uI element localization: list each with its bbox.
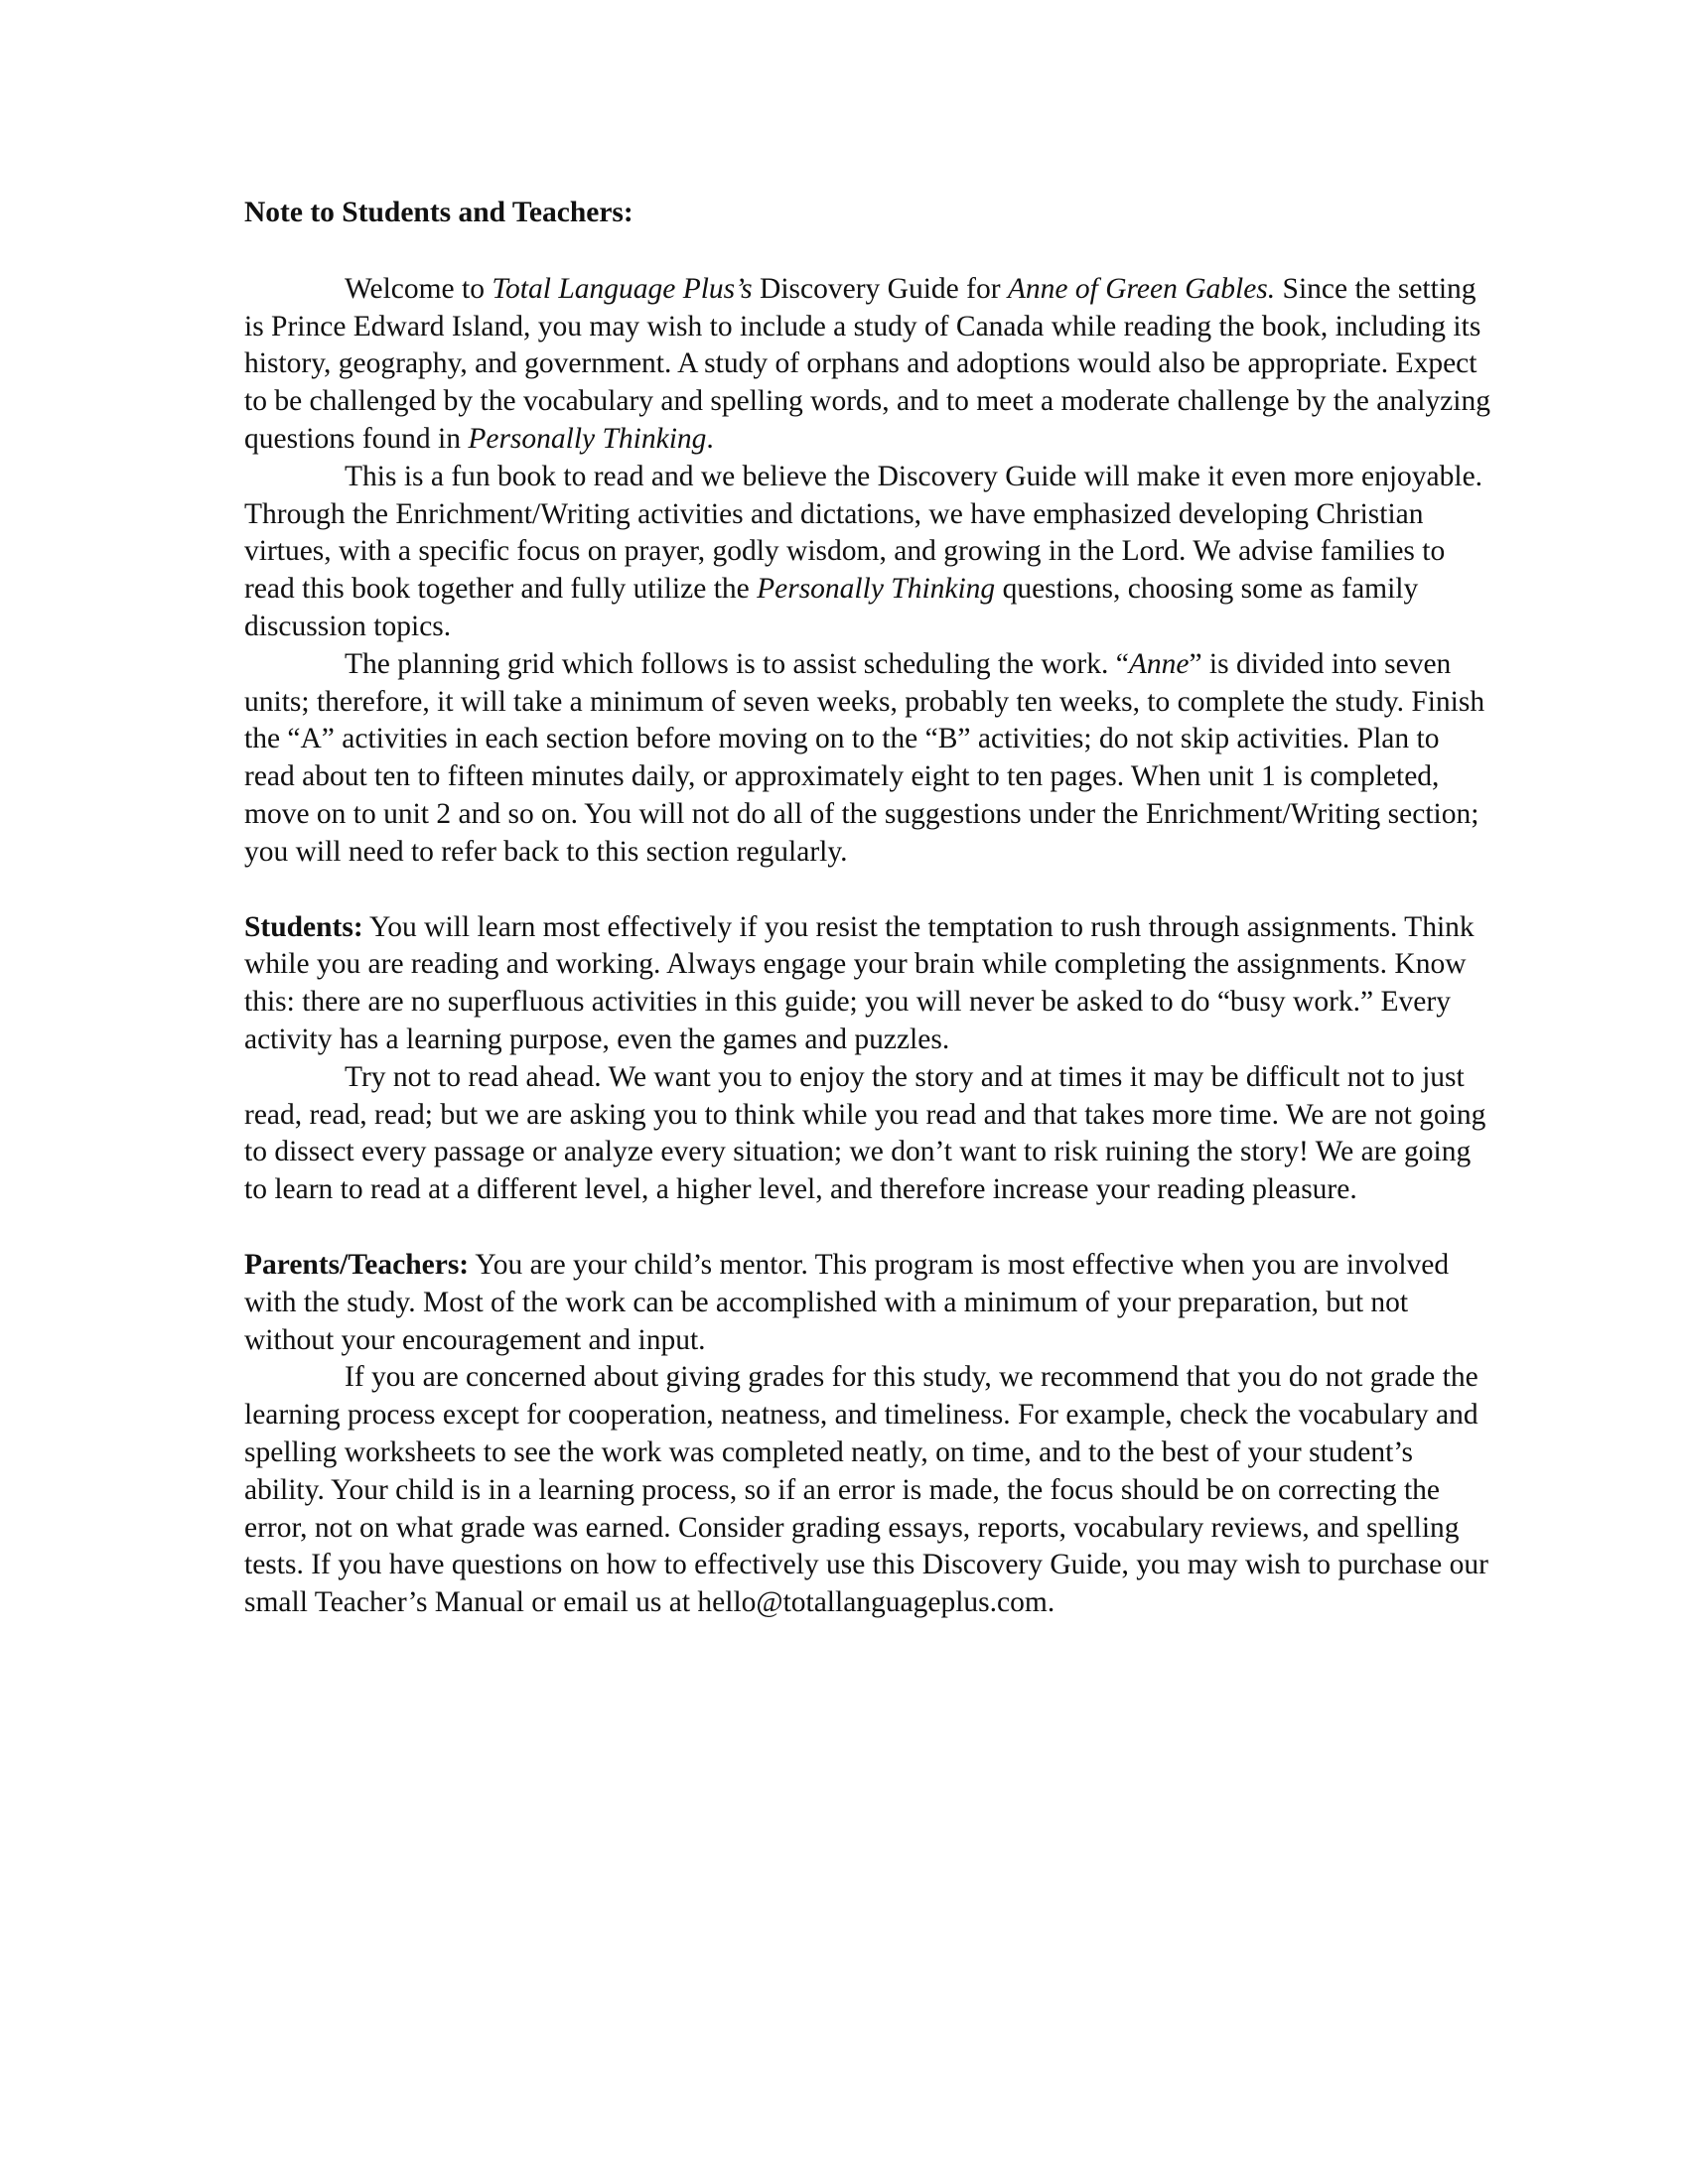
parents-text: You are your child’s mentor. This program is most effective when you are involved with the study. Most of the work can be accomplished with a minimum of your preparation, but not without your encouragement and input.	[244, 1248, 1450, 1356]
students-text: You will learn most effectively if you resist the temptation to rush through assignments. Think while you are reading and working. Always engage your brain while completing the assignments. Know this: there are no superfluous activities in this guide; you will never be asked to do “busy work.” Every activity has a learning purpose, even the games and puzzles.	[244, 910, 1475, 1055]
document-body	[244, 195, 1491, 1622]
students-label: Students:	[244, 910, 363, 943]
intro-text: The planning grid which follows is to assist scheduling the work. “	[345, 647, 1129, 680]
parents-paragraph-2: If you are concerned about giving grades for this study, we recommend that you do not grade the learning process except for cooperation, neatness, and timeliness. For example, check the vocabulary and spelling worksheets to see the work was completed neatly, on time, and to the best of your student’s ability. Your child is in a learning process, so if an error is made, the focus should be on correcting the error, not on what grade was earned. Consider grading essays, reports, vocabulary reviews, and spelling tests. If you have questions on how to effectively use this Discovery Guide, you may wish to purchase our small Teacher’s Manual or email us at hello@totallanguageplus.com.	[244, 1361, 1488, 1619]
section-title: Personally Thinking	[757, 573, 996, 606]
intro-text: Since the setting is Prince Edward Island, you may wish to include a study of Canada while reading the book, including its history, geography, and government. A study of orphans and adoptions would also be appropriate. Expect to be challenged by the vocabulary and spelling words, and to meet a moderate challenge by the analyzing questions found in	[244, 272, 1490, 455]
intro-text: Welcome to	[345, 272, 492, 305]
section-title: Personally Thinking	[468, 422, 707, 455]
students-paragraph-1	[244, 909, 1491, 1059]
book-short-title: Anne	[1128, 647, 1190, 680]
spacer	[244, 872, 1491, 909]
intro-text: This is a fun book to read and we believe the Discovery Guide will make it even more enjoyable. Through the Enrichment/Writing activities and dictations, we have emphasized developing Christian virtues, with a specific focus on prayer, godly wisdom, and growing in the Lord. We advise families to read this book together and fully utilize the	[244, 460, 1483, 606]
spacer	[244, 1209, 1491, 1247]
intro-paragraph-3	[244, 646, 1491, 872]
page-title: Note to Students and Teachers:	[244, 197, 633, 228]
intro-text: ” is divided into seven units; therefore, it will take a minimum of seven weeks, probably ten weeks, to complete the study. Finish the “A” activities in each section before moving on to the “B” activities; do not skip activities. Plan to read about ten to fifteen minutes daily, or approximately eight to ten pages. When unit 1 is completed, move on to unit 2 and so on. You will not do all of the suggestions under the Enrichment/Writing section; you will need to refer back to this section regularly.	[244, 647, 1485, 868]
book-title: Anne of Green Gables.	[1007, 272, 1276, 305]
intro-text: Discovery Guide for	[752, 272, 1008, 305]
intro-paragraph-1	[244, 271, 1491, 459]
parents-label: Parents/Teachers:	[244, 1248, 470, 1281]
intro-text: .	[706, 422, 714, 455]
intro-paragraph-2	[244, 459, 1491, 646]
program-title: Total Language Plus’s	[492, 272, 753, 305]
spacer	[244, 232, 1491, 271]
parents-paragraph-1	[244, 1247, 1491, 1359]
intro-text: questions, choosing some as family discussion topics.	[244, 573, 1419, 642]
students-paragraph-2: Try not to read ahead. We want you to enjoy the story and at times it may be difficult not to just read, read, read; but we are asking you to think while you read and that takes more time. We are not going to dissect every passage or analyze every situation; we don’t want to risk ruining the story! We are going to learn to read at a different level, a higher level, and therefore increase your reading pleasure.	[244, 1060, 1486, 1206]
